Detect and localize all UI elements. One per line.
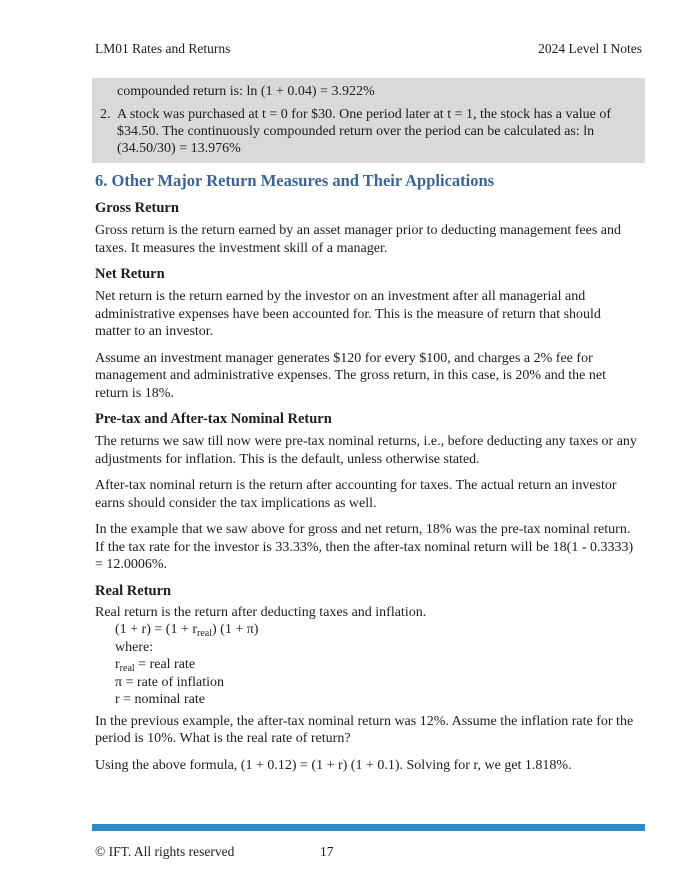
pretax-paragraph-2: After-tax nominal return is the return after accounting for taxes. The actual return an investor earns should consider the tax implications as well.: [95, 478, 617, 511]
formula-def-r: r = nominal rate: [115, 692, 205, 707]
example-item2-text: A stock was purchased at t = 0 for $30. One period later at t = 1, the stock has a value of $34.50. The continuously compounded return over the period can be calculated as: ln (34.50/30) = 13.976%: [117, 107, 611, 156]
formula-equation-part1: (1 + r) = (1 + r: [115, 622, 197, 637]
example-box: [92, 78, 645, 163]
footer-copyright: © IFT. All rights reserved: [95, 844, 235, 859]
formula-def-rreal-part1: r: [115, 657, 120, 672]
formula-where-label: where:: [115, 639, 154, 655]
formula-def-rreal-part2: = real rate: [134, 657, 196, 672]
pretax-aftertax-heading: Pre-tax and After-tax Nominal Return: [95, 411, 332, 427]
example-item1-continuation: compounded return is: ln (1 + 0.04) = 3.922%: [117, 84, 375, 99]
example-item2-number: 2.: [100, 107, 111, 122]
formula-equation-part2: ) (1 + π): [212, 622, 259, 637]
formula-equation-subscript: real: [197, 628, 212, 639]
pretax-paragraph-3: In the example that we saw above for gross and net return, 18% was the pre-tax nominal return. If the tax rate for the investor is 33.33%, then the after-tax nominal return will be 18(1 - 0.3333) = 12.0006%.: [95, 522, 634, 572]
header-document-title: LM01 Rates and Returns: [95, 41, 231, 56]
page-footer: [95, 843, 640, 860]
footer-divider-bar: [92, 824, 645, 831]
example-item2: [100, 106, 635, 157]
formula-def-pi: π = rate of inflation: [115, 674, 225, 690]
footer-page-number: 17: [320, 844, 334, 859]
net-return-paragraph-2: Assume an investment manager generates $120 for every $100, and charges a 2% fee for management and administrative expenses. The gross return, in this case, is 20% and the net return is 18%.: [95, 350, 606, 401]
gross-return-paragraph: Gross return is the return earned by an asset manager prior to deducting management fees and taxes. It measures the investment skill of a manager.: [95, 223, 621, 256]
real-return-paragraph-1: In the previous example, the after-tax nominal return was 12%. Assume the inflation rate for the period is 10%. What is the real rate of return?: [95, 713, 634, 746]
page-header: [95, 40, 642, 57]
formula-def-rreal-subscript: real: [119, 663, 135, 674]
pretax-paragraph-1: The returns we saw till now were pre-tax nominal returns, i.e., before deducting any taxes or any adjustments for inflation. This is the default, unless otherwise stated.: [95, 434, 637, 467]
header-edition-label: 2024 Level I Notes: [538, 41, 642, 56]
real-return-formula-block: [95, 621, 640, 709]
section-heading: 6. Other Major Return Measures and Their Applications: [95, 171, 495, 190]
formula-equation: [115, 621, 640, 639]
net-return-paragraph-1: Net return is the return earned by the investor on an investment after all managerial and administrative expenses have been accounted for. This is the measure of return that should matter to an investor.: [95, 289, 601, 339]
real-return-paragraph-2: Using the above formula, (1 + 0.12) = (1 + r) (1 + 0.1). Solving for r, we get 1.818%.: [95, 757, 572, 773]
gross-return-heading: Gross Return: [95, 200, 179, 216]
real-return-heading: Real Return: [95, 582, 172, 599]
formula-def-rreal: [115, 656, 640, 674]
real-return-intro: Real return is the return after deducting taxes and inflation.: [95, 604, 427, 620]
net-return-heading: Net Return: [95, 266, 165, 282]
page-content: [95, 78, 640, 774]
